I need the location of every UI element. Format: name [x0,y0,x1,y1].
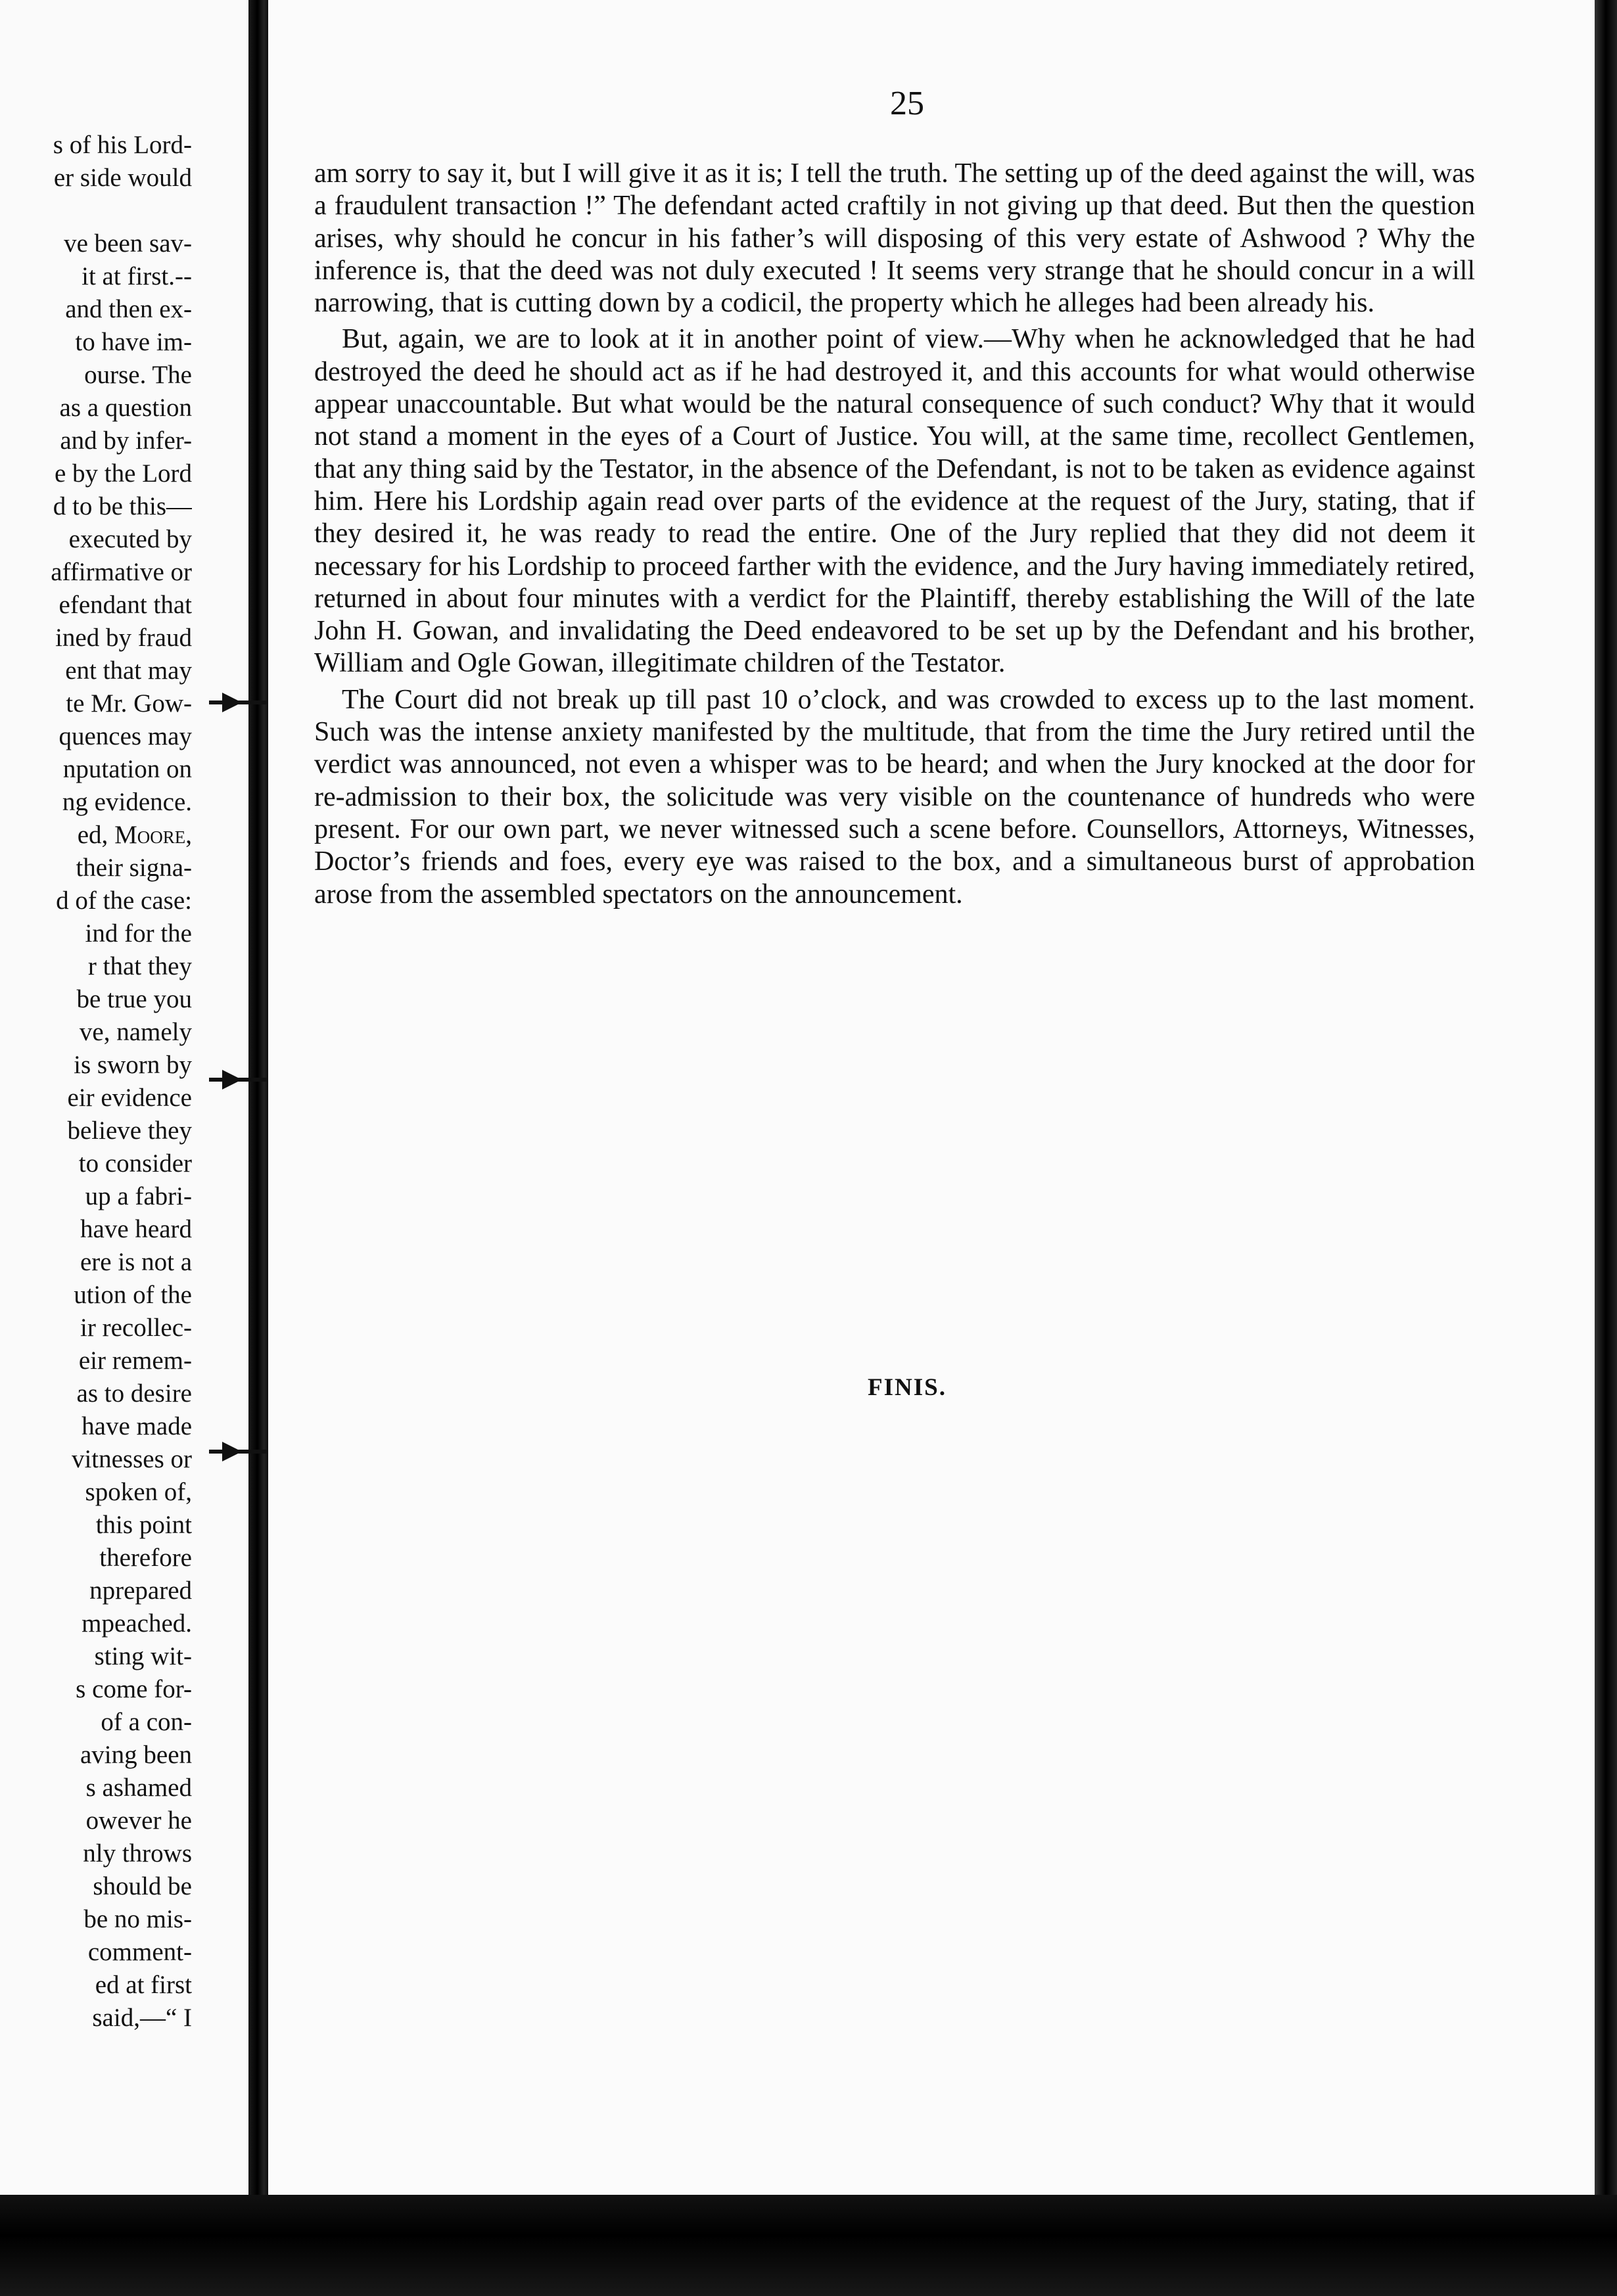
previous-page-line: nputation on [62,755,192,783]
previous-page-line: er side would [53,164,192,192]
book-gutter [248,0,271,2296]
previous-page-text [0,129,192,2034]
previous-page-line: therefore [99,1544,192,1572]
previous-page-line: ined by fraud [55,624,192,652]
previous-page-line: ourse. The [84,361,192,389]
previous-page-line: have heard [80,1215,192,1243]
previous-page-line: nprepared [89,1576,192,1605]
previous-page-line: this point [95,1511,192,1539]
previous-page-fragment [0,0,258,2208]
finis-heading: FINIS. [868,1374,947,1401]
previous-page-line: eir evidence [67,1084,192,1112]
body-text [314,158,1475,911]
previous-page-line: d of the case: [56,886,192,915]
previous-page-line: aving been [80,1741,192,1769]
previous-page-line: have made [82,1412,192,1440]
previous-page-line: te Mr. Gow- [66,689,192,718]
previous-page-line: spoken of, [85,1478,192,1506]
previous-page-line: ed, Moore, [77,821,192,849]
previous-page-line: ere is not a [80,1248,192,1276]
previous-page-line: affirmative or [51,558,192,586]
previous-page-line: and by infer- [60,426,192,455]
previous-page-line: ent that may [65,656,192,685]
previous-page-smallcaps: Moore, [108,821,192,849]
previous-page-line: s come for- [76,1675,192,1703]
previous-page-line: ve been sav- [64,229,192,258]
previous-page-line: efendant that [59,591,192,619]
previous-page-line: up a fabri- [85,1182,192,1210]
page-number: 25 [890,85,924,122]
previous-page-line: be no mis- [83,1905,192,1933]
previous-page-line: to consider [78,1149,192,1178]
paragraph-continued: am sorry to say it, but I will give it as it is; I tell the truth. The setting up of the deed against the will, was a fraudulent transaction !” The defendant acted craftily in not giving up that deed. But then the question arises, why should he concur in his father’s will disposing of this very estate of Ashwood ? Why the inference is, that the deed was not duly executed ! It seems very strange that he should concur in a will narrowing, that is cutting down by a codicil, the property which he alleges had been already his. [314,158,1475,319]
previous-page-line: believe they [67,1116,192,1145]
previous-page-line: said,—“ I [92,2004,192,2032]
previous-page-line: is sworn by [74,1051,192,1079]
previous-page-line: their signa- [76,854,192,882]
previous-page-line: ution of the [74,1281,192,1309]
scan-bottom-border [0,2195,1617,2296]
previous-page-line: executed by [68,525,192,553]
paragraph: But, again, we are to look at it in another point of view.—Why when he acknowledged that he had destroyed the deed he should act as if he had destroyed it, and this accounts for what would otherwise appear unaccountable. But what would be the natural consequence of such conduct? Why that it would not stand a moment in the eyes of a Court of Justice. You will, at the same time, recollect Gentlemen, that any thing said by the Testator, in the absence of the Defendant, is not to be taken as evidence against him. Here his Lordship again read over parts of the evidence at the request of the Jury, stating, that if they desired it, he was ready to read the entire. One of the Jury replied that they did not deem it necessary for his Lordship to proceed farther with the evidence, and the Jury having immediately retired, returned in about four minutes with a verdict for the Plaintiff, thereby establishing the Will of the late John H. Gowan, and invalidating the Deed endeavored to be set up by the Defendant and his brother, William and Ogle Gowan, illegitimate children of the Testator. [314,324,1475,679]
previous-page-line: comment- [87,1938,192,1966]
previous-page-line: ed at first [95,1971,192,1999]
previous-page-line: to have im- [75,328,192,356]
previous-page-line: should be [93,1872,192,1900]
previous-page-line: nly throws [83,1839,192,1868]
previous-page-line: as a question [59,394,192,422]
previous-page-line: e by the Lord [54,459,192,488]
previous-page-line: vitnesses or [71,1445,192,1473]
previous-page-line: s ashamed [85,1774,192,1802]
previous-page-line: ng evidence. [62,788,192,816]
previous-page-line: mpeached. [82,1609,192,1638]
previous-page-line: s of his Lord- [53,131,192,159]
previous-page-line: ve, namely [79,1018,192,1046]
previous-page-line: ind for the [85,919,192,948]
previous-page-line: eir remem- [78,1346,192,1375]
previous-page-line: d to be this— [53,492,192,520]
previous-page-line: it at first.-- [82,262,192,290]
page-edge-shadow [1595,0,1617,2296]
previous-page-line [0,195,192,227]
previous-page-line: owever he [85,1806,192,1835]
previous-page-line: of a con- [101,1708,192,1736]
previous-page-line: r that they [87,952,192,980]
previous-page-line: and then ex- [65,295,192,323]
previous-page-line: sting wit- [94,1642,192,1670]
paragraph: The Court did not break up till past 10 o’clock, and was crowded to excess up to the last moment. Such was the intense anxiety manifested by the multitude, that from the time the Jury retired until the verdict was announced, not even a whisper was to be heard; and when the Jury knocked at the door for re-admission to their box, the solicitude was very visible on the countenance of hundreds who were present. For our own part, we never witnessed such a scene before. Counsellors, Attorneys, Witnesses, Doctor’s friends and foes, every eye was raised to the box, and a simultaneous burst of approbation arose from the assembled spectators on the announcement. [314,684,1475,909]
previous-page-line: quences may [59,722,192,750]
previous-page-line: as to desire [76,1379,192,1408]
previous-page-line: be true you [76,985,192,1013]
previous-page-line: ir recollec- [80,1314,192,1342]
